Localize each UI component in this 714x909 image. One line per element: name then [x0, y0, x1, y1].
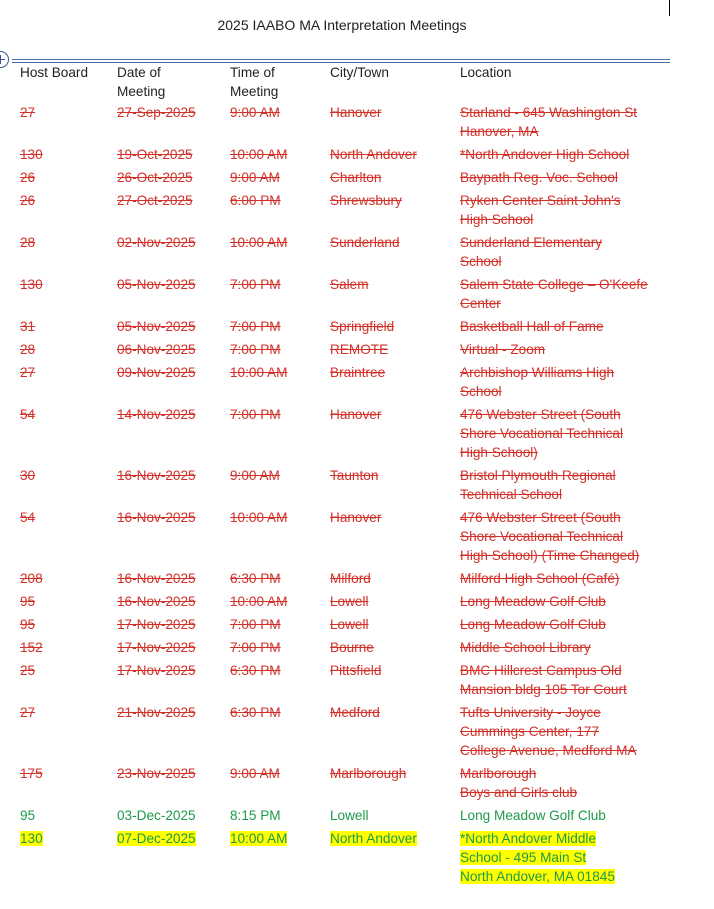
cell-location: *North Andover High School: [460, 147, 630, 162]
cell-city: Bourne: [330, 640, 374, 655]
cell-location: Middle School Library: [460, 640, 591, 655]
cell-date: 03-Dec-2025: [117, 808, 196, 823]
cell-time: 6:30 PM: [230, 663, 281, 678]
page-title: 2025 IAABO MA Interpretation Meetings: [217, 17, 467, 33]
cell-time: 9:00 AM: [230, 468, 280, 483]
table-row: [16, 703, 669, 764]
cell-city: Taunton: [330, 468, 379, 483]
cell-date: 14-Nov-2025: [117, 407, 196, 422]
cell-city: Shrewsbury: [330, 193, 402, 208]
cell-city: REMOTE: [330, 342, 389, 357]
table-move-handle-icon[interactable]: [0, 51, 9, 68]
cell-city: Sunderland: [330, 235, 400, 250]
cell-host-board: 95: [20, 594, 36, 609]
cell-time: 6:30 PM: [230, 705, 281, 720]
table-row: [16, 233, 669, 275]
table-row: [16, 405, 669, 466]
cell-host-board: 28: [20, 235, 36, 250]
cell-time: 7:00 PM: [230, 640, 281, 655]
cell-date: 27-Sep-2025: [117, 105, 196, 120]
cell-date: 16-Nov-2025: [117, 571, 196, 586]
cell-host-board: 54: [20, 510, 36, 525]
table-row: [16, 764, 669, 806]
cell-time: 10:00 AM: [230, 831, 288, 846]
cell-city: Charlton: [330, 170, 382, 185]
cell-location: Virtual - Zoom: [460, 342, 546, 357]
cell-date: 17-Nov-2025: [117, 663, 196, 678]
cell-date: 17-Nov-2025: [117, 640, 196, 655]
header-host-board: Host Board: [20, 65, 89, 80]
cell-time: 10:00 AM: [230, 594, 288, 609]
header-rule: [12, 59, 670, 60]
cell-location: Archbishop Williams High School: [460, 365, 615, 399]
cell-host-board: 28: [20, 342, 36, 357]
table-row: [16, 508, 669, 569]
text-cursor: [669, 0, 670, 16]
cell-host-board: 130: [20, 277, 43, 292]
cell-city: North Andover: [330, 831, 417, 846]
cell-host-board: 152: [20, 640, 43, 655]
cell-time: 10:00 AM: [230, 365, 288, 380]
cell-host-board: 130: [20, 831, 43, 846]
table-row: [16, 145, 669, 168]
cell-time: 10:00 AM: [230, 147, 288, 162]
cell-date: 23-Nov-2025: [117, 766, 196, 781]
cell-host-board: 27: [20, 105, 36, 120]
table-row: [16, 191, 669, 233]
cell-host-board: 30: [20, 468, 36, 483]
cell-city: Springfield: [330, 319, 395, 334]
cell-time: 6:30 PM: [230, 571, 281, 586]
cell-location: *North Andover Middle School - 495 Main St North Andover, MA 01845: [460, 831, 615, 884]
table-row: [16, 275, 669, 317]
cell-host-board: 27: [20, 705, 36, 720]
table-row: [16, 103, 669, 145]
cell-city: Lowell: [330, 808, 369, 823]
cell-location: Baypath Reg. Voc. School: [460, 170, 618, 185]
cell-date: 05-Nov-2025: [117, 277, 196, 292]
cell-time: 6:00 PM: [230, 193, 281, 208]
cell-time: 7:00 PM: [230, 617, 281, 632]
cell-city: Salem: [330, 277, 369, 292]
cell-location: Basketball Hall of Fame: [460, 319, 604, 334]
cell-date: 05-Nov-2025: [117, 319, 196, 334]
cell-time: 10:00 AM: [230, 235, 288, 250]
cell-city: Hanover: [330, 105, 382, 120]
table-row: [16, 615, 669, 638]
table-row: [16, 317, 669, 340]
header-location: Location: [460, 65, 512, 80]
header-city: City/Town: [330, 65, 389, 80]
cell-location: Long Meadow Golf Club: [460, 617, 606, 632]
cell-city: Marlborough: [330, 766, 407, 781]
cell-location: Sunderland Elementary School: [460, 235, 603, 269]
cell-location: 476 Webster Street (South Shore Vocational Technical High School) (Time Changed): [460, 510, 640, 563]
cell-host-board: 130: [20, 147, 43, 162]
cell-location: Salem State College – O'Keefe Center: [460, 277, 648, 311]
cell-time: 7:00 PM: [230, 319, 281, 334]
cell-host-board: 175: [20, 766, 43, 781]
table-row: [16, 592, 669, 615]
table-row: [16, 466, 669, 508]
cell-date: 07-Dec-2025: [117, 831, 196, 846]
cell-time: 9:00 AM: [230, 105, 280, 120]
cell-location: Starland - 645 Washington St Hanover, MA: [460, 105, 638, 139]
cell-city: Milford: [330, 571, 371, 586]
cell-host-board: 95: [20, 808, 36, 823]
meetings-table: [16, 63, 669, 890]
cell-host-board: 95: [20, 617, 36, 632]
cell-location: BMC Hillcrest Campus Old Mansion bldg 105 Tor Court: [460, 663, 627, 697]
cell-city: Braintree: [330, 365, 386, 380]
cell-location: 476 Webster Street (South Shore Vocational Technical High School): [460, 407, 623, 460]
header-time: Time of Meeting: [230, 65, 279, 99]
table-row: [16, 569, 669, 592]
cell-time: 7:00 PM: [230, 342, 281, 357]
cell-city: Hanover: [330, 510, 382, 525]
cell-location: Milford High School (Café): [460, 571, 620, 586]
cell-location: Long Meadow Golf Club: [460, 808, 606, 823]
table-row: [16, 638, 669, 661]
table-header-row: [16, 63, 669, 103]
cell-location: Bristol Plymouth Regional Technical School: [460, 468, 616, 502]
header-date: Date of Meeting: [117, 65, 166, 99]
cell-date: 17-Nov-2025: [117, 617, 196, 632]
cell-time: 7:00 PM: [230, 407, 281, 422]
cell-date: 27-Oct-2025: [117, 193, 193, 208]
cell-date: 09-Nov-2025: [117, 365, 196, 380]
table-row: [16, 661, 669, 703]
cell-date: 19-Oct-2025: [117, 147, 193, 162]
cell-city: Hanover: [330, 407, 382, 422]
cell-date: 16-Nov-2025: [117, 468, 196, 483]
cell-date: 02-Nov-2025: [117, 235, 196, 250]
cell-city: Lowell: [330, 617, 369, 632]
cell-time: 9:00 AM: [230, 170, 280, 185]
cell-location: Marlborough Boys and Girls club: [460, 766, 578, 800]
cell-date: 21-Nov-2025: [117, 705, 196, 720]
cell-date: 16-Nov-2025: [117, 510, 196, 525]
cell-location: Tufts University - Joyce Cummings Center, 177 College Avenue, Medford MA: [460, 705, 637, 758]
cell-host-board: 54: [20, 407, 36, 422]
table-row: [16, 363, 669, 405]
cell-city: Medford: [330, 705, 380, 720]
cell-city: North Andover: [330, 147, 417, 162]
cell-time: 7:00 PM: [230, 277, 281, 292]
cell-city: Pittsfield: [330, 663, 382, 678]
cell-host-board: 26: [20, 170, 36, 185]
cell-host-board: 208: [20, 571, 43, 586]
cell-location: Ryken Center Saint John's High School: [460, 193, 621, 227]
cell-date: 06-Nov-2025: [117, 342, 196, 357]
table-row: [16, 168, 669, 191]
cell-date: 16-Nov-2025: [117, 594, 196, 609]
table-row: [16, 340, 669, 363]
cell-host-board: 27: [20, 365, 36, 380]
cell-host-board: 26: [20, 193, 36, 208]
cell-time: 8:15 PM: [230, 808, 281, 823]
table-row: [16, 806, 669, 829]
cell-time: 10:00 AM: [230, 510, 288, 525]
cell-date: 26-Oct-2025: [117, 170, 193, 185]
cell-time: 9:00 AM: [230, 766, 280, 781]
table-row: [16, 829, 669, 890]
cell-host-board: 25: [20, 663, 36, 678]
cell-host-board: 31: [20, 319, 36, 334]
cell-city: Lowell: [330, 594, 369, 609]
cell-location: Long Meadow Golf Club: [460, 594, 606, 609]
